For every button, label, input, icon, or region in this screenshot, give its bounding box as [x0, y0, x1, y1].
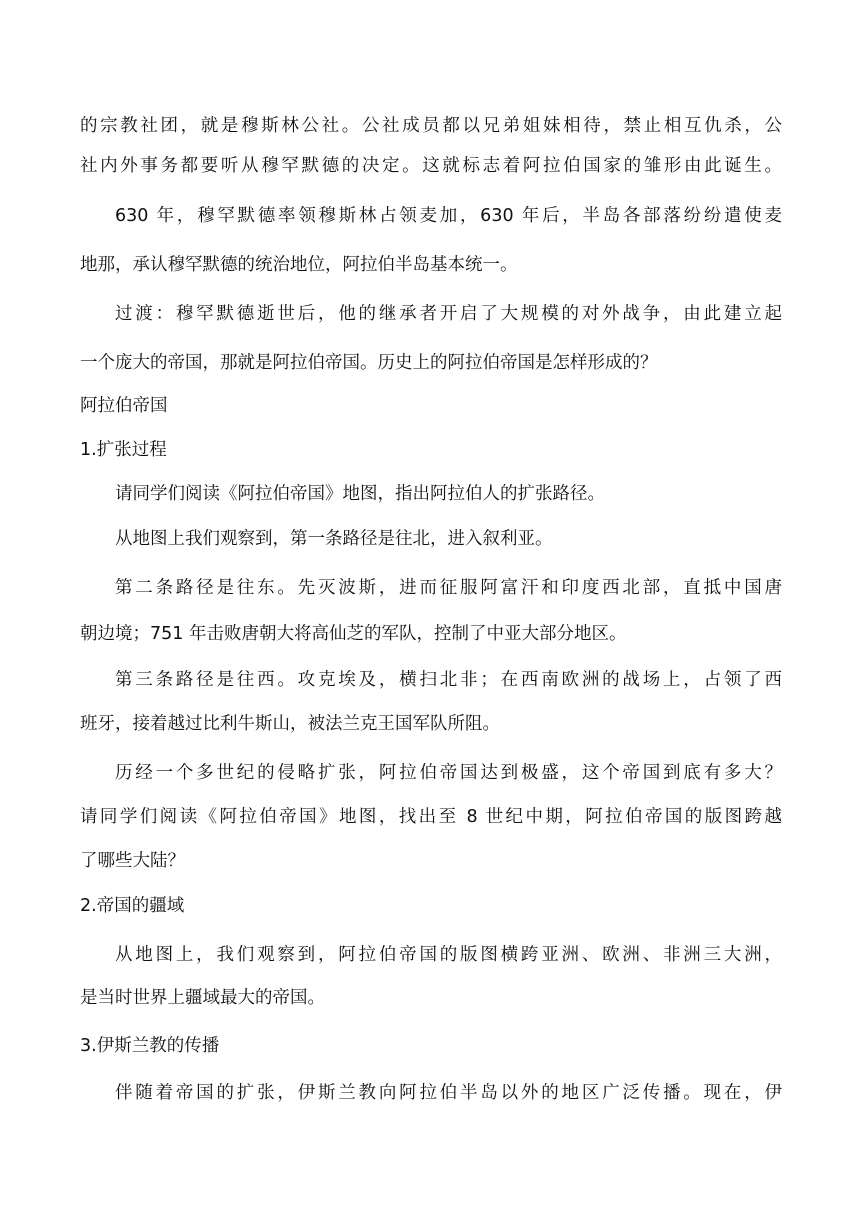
text-line: 了哪些大陆？: [80, 851, 185, 871]
subsection-heading: 1.扩张过程: [80, 440, 167, 460]
text-line: 地那，承认穆罕默德的统治地位，阿拉伯半岛基本统一。: [80, 255, 518, 275]
text-line: 的宗教社团，就是穆斯林公社。公社成员都以兄弟姐妹相待，禁止相互仇杀，公: [80, 116, 782, 136]
text-line: 伴随着帝国的扩张，伊斯兰教向阿拉伯半岛以外的地区广泛传播。现在，伊: [115, 1083, 782, 1103]
text-line: 历经一个多世纪的侵略扩张，阿拉伯帝国达到极盛，这个帝国到底有多大？: [115, 763, 782, 783]
text-line: 请同学们阅读《阿拉伯帝国》地图，找出至 8 世纪中期，阿拉伯帝国的版图跨越: [80, 807, 782, 827]
text-line: 朝边境；751 年击败唐朝大将高仙芝的军队，控制了中亚大部分地区。: [80, 624, 627, 644]
text-line: 一个庞大的帝国，那就是阿拉伯帝国。历史上的阿拉伯帝国是怎样形成的？: [80, 353, 658, 373]
text-line: 第二条路径是往东。先灭波斯，进而征服阿富汗和印度西北部，直抵中国唐: [115, 578, 782, 598]
subsection-heading: 3.伊斯兰教的传播: [80, 1036, 220, 1056]
text-line: 请同学们阅读《阿拉伯帝国》地图，指出阿拉伯人的扩张路径。: [115, 484, 605, 504]
section-heading: 阿拉伯帝国: [80, 396, 168, 416]
text-line: 过渡：穆罕默德逝世后，他的继承者开启了大规模的对外战争，由此建立起: [115, 304, 782, 324]
text-line: 是当时世界上疆域最大的帝国。: [80, 988, 325, 1008]
text-line: 社内外事务都要听从穆罕默德的决定。这就标志着阿拉伯国家的雏形由此诞生。: [80, 156, 782, 176]
text-line: 第三条路径是往西。攻克埃及，横扫北非；在西南欧洲的战场上，占领了西: [115, 670, 782, 690]
text-line: 班牙，接着越过比利牛斯山，被法兰克王国军队所阻。: [80, 714, 500, 734]
text-line: 从地图上我们观察到，第一条路径是往北，进入叙利亚。: [115, 529, 553, 549]
text-line: 630 年，穆罕默德率领穆斯林占领麦加，630 年后，半岛各部落纷纷遣使麦: [115, 206, 782, 226]
subsection-heading: 2.帝国的疆域: [80, 896, 185, 916]
text-line: 从地图上，我们观察到，阿拉伯帝国的版图横跨亚洲、欧洲、非洲三大洲，: [115, 945, 782, 965]
